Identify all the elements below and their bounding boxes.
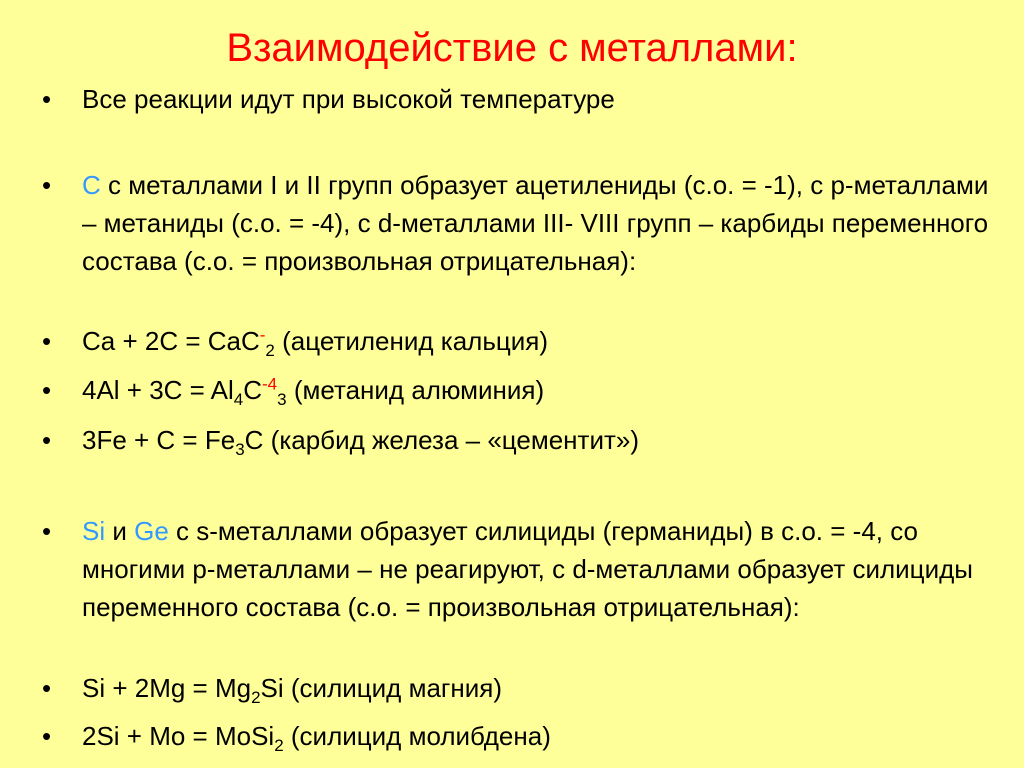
bullet-marker: • <box>42 425 52 455</box>
bullet-silicon-text: и <box>105 516 135 546</box>
subscript: 4 <box>233 390 244 410</box>
equation-text: 2Si + Mo = MoSi <box>82 721 275 751</box>
equation-note: (ацетиленид кальция) <box>274 326 549 356</box>
bullet-temperature: Все реакции идут при высокой температуре <box>82 84 615 114</box>
bullet-silicon-text: с s-металлами образует силициды (германиды) в с.о. = -4, со многими p-металлами – не реагируют, с d-металлами образует силициды переменного состава (с.о. = произвольная отрицательная): <box>82 516 973 622</box>
bullet-marker: • <box>42 673 52 703</box>
equation-text: Si + 2Mg = Mg <box>82 673 252 703</box>
equation-note: (силицид молибдена) <box>283 721 551 751</box>
equation-text: C <box>244 425 264 455</box>
equation-cac2 <box>82 322 992 360</box>
charge-superscript: -4 <box>262 374 278 394</box>
equation-mosi2 <box>82 717 992 755</box>
equation-mg2si <box>82 669 992 707</box>
equation-text: 4Al + 3C = Al <box>82 375 234 405</box>
equation-fe3c <box>82 421 992 459</box>
bullet-carbon-text: с металлами I и II групп образует ацетилениды (с.о. = -1), с p-металлами – метаниды (с.о. = -4), с d-металлами III- VIII групп – карбиды переменного состава (с.о. = произвольная отрицательная): <box>82 170 989 276</box>
equation-text: Ca + 2C = CaC <box>82 326 260 356</box>
equation-text: 3Fe + C = Fe <box>82 425 236 455</box>
bullet-marker: • <box>42 721 52 751</box>
charge-superscript: - <box>259 325 266 345</box>
element-silicon: Si <box>82 516 106 546</box>
equation-note: (метанид алюминия) <box>286 375 545 405</box>
subscript: 2 <box>265 341 275 361</box>
element-germanium: Ge <box>134 516 169 546</box>
subscript: 3 <box>277 390 287 410</box>
bullet-silicon <box>82 512 992 626</box>
bullet-marker: • <box>42 84 52 114</box>
subscript: 2 <box>251 688 261 708</box>
bullet-marker: • <box>42 516 52 546</box>
subscript: 3 <box>235 440 245 460</box>
equation-text: C <box>243 375 263 405</box>
equation-text: Si <box>260 673 284 703</box>
subscript: 2 <box>274 736 284 756</box>
slide-title: Взаимодействие с металлами: <box>226 26 798 70</box>
element-carbon: C <box>82 170 101 200</box>
equation-note: (силицид магния) <box>283 673 503 703</box>
bullet-marker: • <box>42 375 52 405</box>
equation-al4c3 <box>82 371 992 409</box>
bullet-carbon <box>82 166 992 280</box>
bullet-marker: • <box>42 170 52 200</box>
bullet-marker: • <box>42 326 52 356</box>
equation-note: (карбид железа – «цементит») <box>263 425 640 455</box>
